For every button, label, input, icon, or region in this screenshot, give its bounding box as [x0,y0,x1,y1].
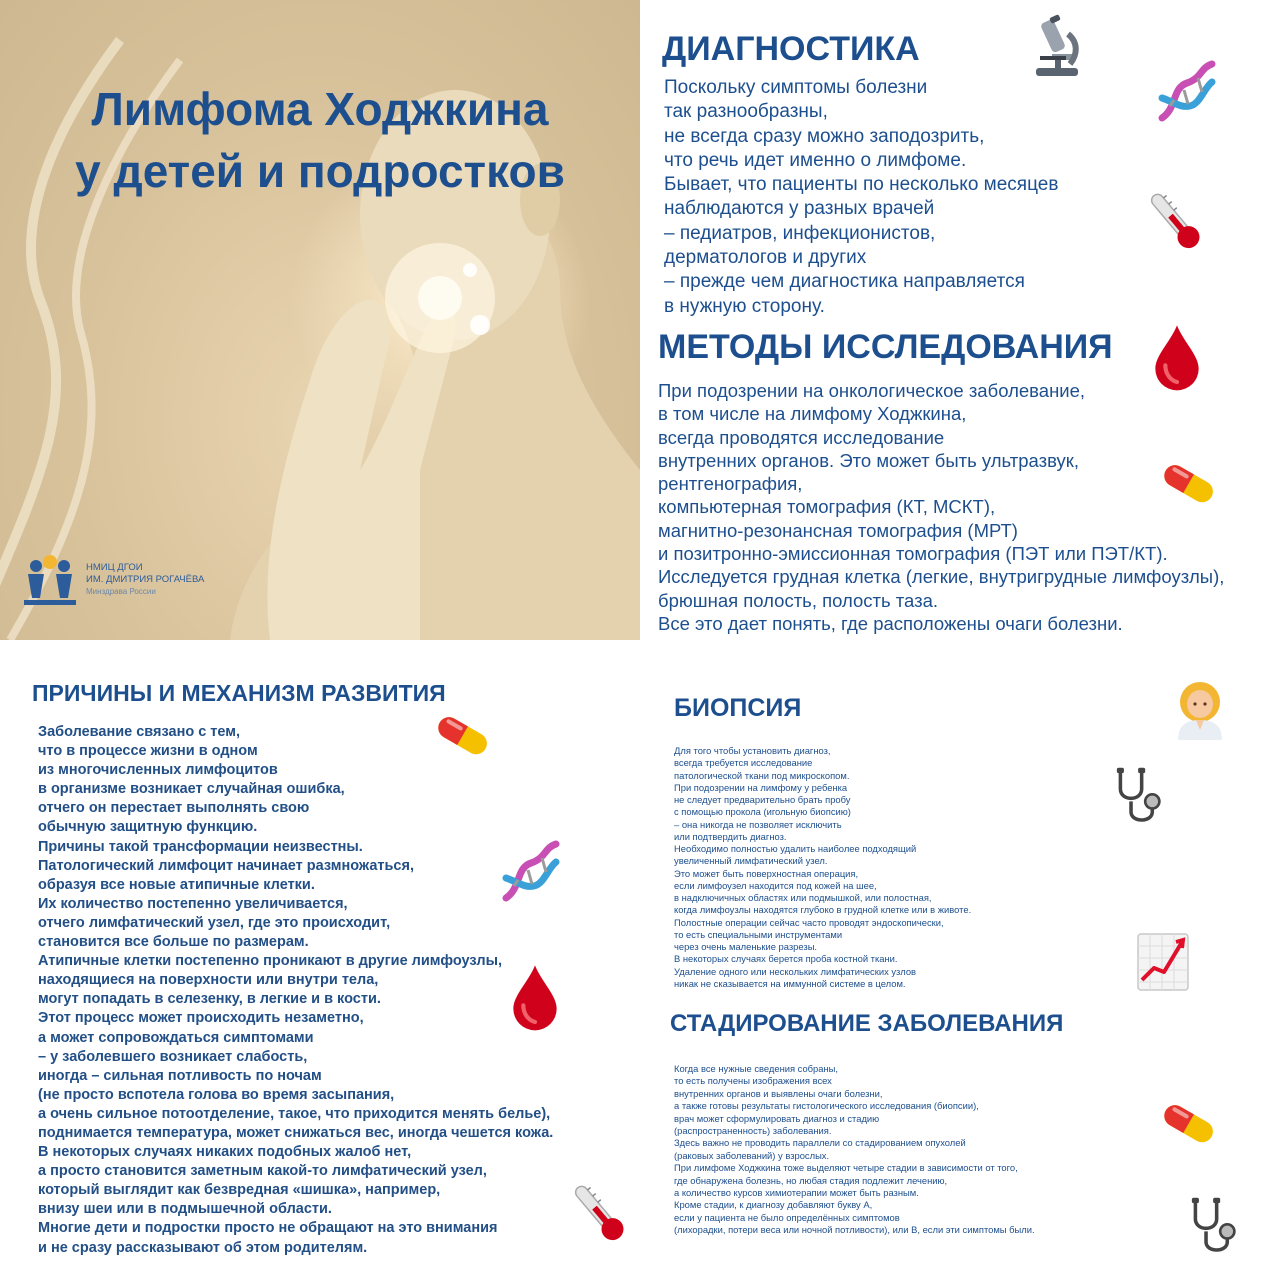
text-line: Удаление одного или нескольких лимфатических узлов [674,965,917,977]
diagnostics-title: ДИАГНОСТИКА [662,30,920,68]
staging-title: СТАДИРОВАНИЕ ЗАБОЛЕВАНИЯ [670,1010,1064,1037]
text-line: (раковых заболеваний) у взрослых. [674,1149,830,1161]
logo-text [86,562,204,598]
logo-line: НМИЦ ДГОИ [86,562,143,573]
text-line: внутренних органов. Это может быть ультразвук, [658,449,1079,471]
text-line: – прежде чем диагностика направляется [664,271,1025,293]
pill-icon [1156,1098,1222,1148]
text-line: Атипичные клетки постепенно проникают в другие лимфоузлы, [38,953,502,970]
text-line: Когда все нужные сведения собраны, [674,1063,838,1074]
text-line: рентгенография, [658,473,803,495]
text-line: а очень сильное потоотделение, такое, что приходится менять белье), [38,1105,551,1122]
text-line: – она никогда не позволяет исключить [674,818,842,830]
text-line: в том числе на лимфому Ходжкина, [658,403,967,425]
diagnostics-text [664,76,1058,319]
microscope-icon [1028,14,1084,78]
text-line: в организме возникает случайная ошибка, [38,781,345,798]
text-line: врач может сформулировать диагноз и стадию [674,1112,880,1124]
text-line: никак не сказывается на иммунной системе в целом. [674,977,906,989]
text-line: находящиеся на поверхности или внутри тела, [38,972,379,989]
text-line: отчего лимфатический узел, где это происходит, [38,914,391,931]
text-line: становится все больше по размерам. [38,934,309,951]
text-line: – у заболевшего возникает слабость, [38,1048,308,1065]
text-line: так разнообразны, [664,101,828,123]
text-line: а может сопровождаться симптомами [38,1029,314,1046]
text-line: (лихорадки, потери веса или ночной потливости), или В, если эти симптомы были. [674,1224,1035,1236]
logo-mark-icon [20,552,80,608]
text-line: Все это дает понять, где расположены очаги болезни. [658,612,1123,634]
text-line: и позитронно-эмиссионная томография (ПЭТ или ПЭТ/КТ). [658,543,1168,565]
text-line: не следует предварительно брать пробу [674,794,851,805]
text-line: Здесь важно не проводить параллели со стадированием опухолей [674,1137,966,1149]
text-line: не всегда сразу можно заподозрить, [664,125,985,147]
text-line: Это может быть поверхностная операция, [674,867,859,879]
text-line: Полостные операции сейчас часто проводят эндоскопически, [674,916,944,928]
text-line: Патологический лимфоцит начинает размножаться, [38,857,414,874]
text-line: наблюдаются у разных врачей [664,198,935,220]
biopsy-title: БИОПСИЯ [674,694,802,722]
text-line: через очень маленькие разрезы. [674,941,818,952]
text-line: который выглядит как безвредная «шишка», например, [38,1182,441,1199]
text-line: брюшная полость, полость таза. [658,589,939,611]
text-line: Причины такой трансформации неизвестны. [38,838,363,855]
text-line: иногда – сильная потливость по ночам [38,1067,322,1084]
text-line: (не просто вспотела голова во время засыпания, [38,1086,395,1103]
text-line: При лимфоме Ходжкина тоже выделяют четыре стадии в зависимости от того, [674,1162,1018,1174]
text-line: Необходимо полностью удалить наиболее подходящий [674,843,917,854]
hero-title-line: Лимфома Ходжкина [91,83,549,135]
text-line: или подтвердить диагноз. [674,830,787,842]
logo-line: Минздрава России [86,587,156,596]
text-line: обычную защитную функцию. [38,819,258,836]
text-line: В некоторых случаях берется проба костной ткани. [674,953,898,965]
text-line: увеличенный лимфатический узел. [674,855,828,867]
text-line: всегда проводятся исследование [658,426,945,448]
text-line: Их количество постепенно увеличивается, [38,895,348,912]
text-line: Бывает, что пациенты по несколько месяцев [664,174,1059,196]
text-line: Исследуется грудная клетка (легкие, внутригрудные лимфоузлы), [658,566,1225,588]
text-line: где обнаружена болезнь, но любая стадия подлежит лечению, [674,1174,948,1186]
text-line: если у пациента не было определённых симптомов [674,1211,900,1223]
text-line: Заболевание связано с тем, [38,724,241,740]
text-line: когда лимфоузлы находятся глубоко в грудной клетке или в животе. [674,904,972,916]
text-line: что речь идет именно о лимфоме. [664,149,967,171]
text-line: в надключичных областях или подмышкой, или полостная, [674,892,932,903]
organization-logo [20,552,204,608]
woman-doctor-icon [1172,680,1228,740]
text-line: При подозрении на лимфому у ребенка [674,781,848,793]
text-line: – педиатров, инфекционистов, [664,222,936,244]
text-line: Поскольку симптомы болезни [664,77,928,98]
text-line: компьютерная томография (КТ, МСКТ), [658,496,996,518]
blood-drop-icon [1152,322,1202,392]
text-line: внутренних органов и выявлены очаги болезни, [674,1087,883,1099]
chart-increasing-icon [1136,932,1190,992]
hero-panel [0,0,640,640]
text-line: внизу шеи или в подмышечной области. [38,1201,332,1218]
dna-icon [496,838,566,908]
text-line: поднимается температура, может снижаться вес, иногда чешется кожа. [38,1124,554,1141]
text-line: При подозрении на онкологическое заболевание, [658,380,1086,401]
stethoscope-icon [1182,1196,1246,1258]
stethoscope-icon [1108,766,1170,828]
text-line: образуя все новые атипичные клетки. [38,876,315,893]
text-line: могут попадать в селезенку, в легкие и в кости. [38,991,381,1008]
hero-title-line: у детей и подростков [75,145,565,197]
biopsy-text [674,745,971,990]
logo-line: ИМ. ДМИТРИЯ РОГАЧЁВА [86,574,205,585]
text-line: а просто становится заметным какой-то лимфатический узел, [38,1163,487,1180]
text-line: (распространенность) заболевания. [674,1125,832,1137]
text-line: всегда требуется исследование [674,757,813,769]
text-line: Для того чтобы установить диагноз, [674,745,831,756]
text-line: а также готовы результаты гистологического исследования (биопсии), [674,1100,979,1112]
text-line: с помощью прокола (игольную биопсию) [674,806,851,818]
text-line: магнитно-резонансная томография (МРТ) [658,519,1018,541]
text-line: Многие дети и подростки просто не обращают на это внимания [38,1220,498,1237]
methods-title: МЕТОДЫ ИССЛЕДОВАНИЯ [658,328,1113,366]
text-line: патологической ткани под микроскопом. [674,769,850,781]
causes-title: ПРИЧИНЫ И МЕХАНИЗМ РАЗВИТИЯ [32,680,446,706]
dna-icon [1152,58,1222,128]
text-line: то есть получены изображения всех [674,1075,832,1087]
text-line: что в процессе жизни в одном [38,743,258,760]
causes-text [38,723,553,1258]
text-line: Этот процесс может происходить незаметно, [38,1010,364,1027]
staging-text [674,1063,1035,1237]
text-line: то есть специальными инструментами [674,928,843,940]
thermometer-icon [1140,186,1210,256]
text-line: а количество курсов химиотерапии может быть разным. [674,1187,919,1199]
text-line: и не сразу рассказывают об этом родителям. [38,1239,368,1256]
thermometer-icon [564,1178,634,1248]
pill-icon [1156,458,1222,508]
text-line: дерматологов и других [664,247,867,269]
methods-text [658,379,1224,635]
hero-title [20,78,620,202]
text-line: В некоторых случаях никаких подобных жалоб нет, [38,1144,412,1161]
text-line: Кроме стадии, к диагнозу добавляют букву А, [674,1199,873,1211]
text-line: если лимфоузел находится под кожей на шее, [674,879,877,891]
pill-icon [430,710,496,760]
text-line: отчего он перестает выполнять свою [38,800,310,817]
text-line: из многочисленных лимфоцитов [38,762,278,779]
text-line: в нужную сторону. [664,295,825,317]
blood-drop-icon [510,962,560,1032]
